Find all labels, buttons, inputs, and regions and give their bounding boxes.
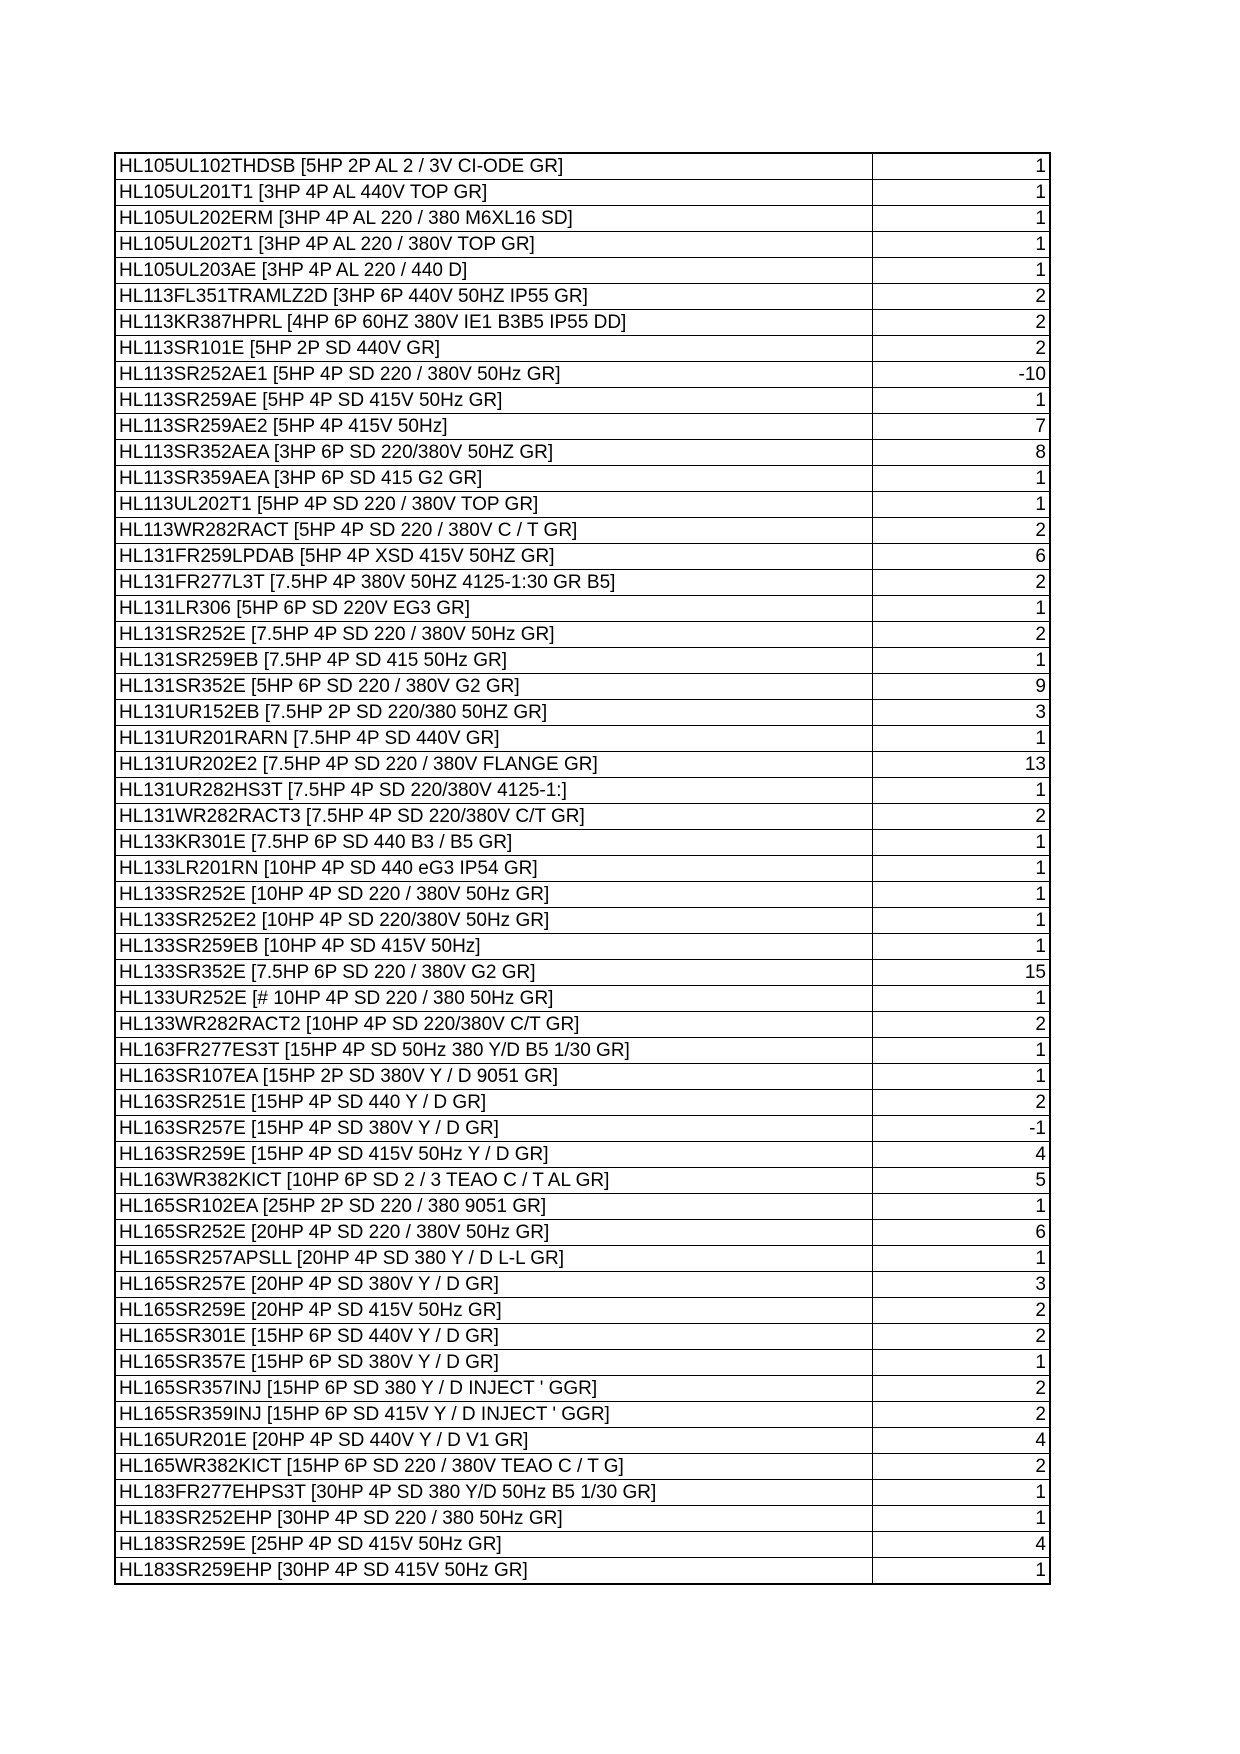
item-name-cell: HL133SR352E [7.5HP 6P SD 220 / 380V G2 GR] <box>115 960 873 986</box>
table-row <box>115 310 1050 336</box>
table-row <box>115 908 1050 934</box>
item-name-cell: HL163SR251E [15HP 4P SD 440 Y / D GR] <box>115 1090 873 1116</box>
item-quantity-cell: 2 <box>873 1090 1051 1116</box>
table-row <box>115 1090 1050 1116</box>
item-name-cell: HL105UL203AE [3HP 4P AL 220 / 440 D] <box>115 258 873 284</box>
table-row <box>115 596 1050 622</box>
table-row <box>115 1350 1050 1376</box>
table-row <box>115 1558 1050 1585</box>
item-name-cell: HL165SR257E [20HP 4P SD 380V Y / D GR] <box>115 1272 873 1298</box>
item-quantity-cell: 4 <box>873 1142 1051 1168</box>
table-row <box>115 1480 1050 1506</box>
table-row <box>115 1506 1050 1532</box>
item-quantity-cell: 1 <box>873 830 1051 856</box>
table-row <box>115 570 1050 596</box>
item-name-cell: HL183SR252EHP [30HP 4P SD 220 / 380 50Hz GR] <box>115 1506 873 1532</box>
item-quantity-cell: 9 <box>873 674 1051 700</box>
item-quantity-cell: 15 <box>873 960 1051 986</box>
item-quantity-cell: 1 <box>873 1038 1051 1064</box>
item-name-cell: HL183FR277EHPS3T [30HP 4P SD 380 Y/D 50Hz B5 1/30 GR] <box>115 1480 873 1506</box>
item-name-cell: HL133UR252E [# 10HP 4P SD 220 / 380 50Hz GR] <box>115 986 873 1012</box>
table-row <box>115 1220 1050 1246</box>
item-name-cell: HL113SR101E [5HP 2P SD 440V GR] <box>115 336 873 362</box>
table-row <box>115 1064 1050 1090</box>
item-name-cell: HL113UL202T1 [5HP 4P SD 220 / 380V TOP GR] <box>115 492 873 518</box>
item-name-cell: HL131SR352E [5HP 6P SD 220 / 380V G2 GR] <box>115 674 873 700</box>
item-name-cell: HL131FR259LPDAB [5HP 4P XSD 415V 50HZ GR] <box>115 544 873 570</box>
table-row <box>115 232 1050 258</box>
table-row <box>115 804 1050 830</box>
table-row <box>115 284 1050 310</box>
item-quantity-cell: -1 <box>873 1116 1051 1142</box>
item-name-cell: HL105UL202ERM [3HP 4P AL 220 / 380 M6XL16 SD] <box>115 206 873 232</box>
table-row <box>115 414 1050 440</box>
table-row <box>115 700 1050 726</box>
item-name-cell: HL165SR357INJ [15HP 6P SD 380 Y / D INJECT ' GGR] <box>115 1376 873 1402</box>
item-quantity-cell: 1 <box>873 648 1051 674</box>
item-quantity-cell: 8 <box>873 440 1051 466</box>
table-row <box>115 362 1050 388</box>
item-name-cell: HL163FR277ES3T [15HP 4P SD 50Hz 380 Y/D B5 1/30 GR] <box>115 1038 873 1064</box>
item-name-cell: HL131LR306 [5HP 6P SD 220V EG3 GR] <box>115 596 873 622</box>
item-quantity-cell: 1 <box>873 1350 1051 1376</box>
table-row <box>115 1532 1050 1558</box>
table-row <box>115 1454 1050 1480</box>
item-name-cell: HL131SR259EB [7.5HP 4P SD 415 50Hz GR] <box>115 648 873 674</box>
table-row <box>115 830 1050 856</box>
table-row <box>115 153 1050 180</box>
item-quantity-cell: 2 <box>873 284 1051 310</box>
table-row <box>115 882 1050 908</box>
item-name-cell: HL163SR259E [15HP 4P SD 415V 50Hz Y / D GR] <box>115 1142 873 1168</box>
table-row <box>115 1324 1050 1350</box>
item-name-cell: HL131FR277L3T [7.5HP 4P 380V 50HZ 4125-1:30 GR B5] <box>115 570 873 596</box>
table-row <box>115 1116 1050 1142</box>
table-row <box>115 648 1050 674</box>
table-row <box>115 336 1050 362</box>
item-name-cell: HL133SR259EB [10HP 4P SD 415V 50Hz] <box>115 934 873 960</box>
item-quantity-cell: 13 <box>873 752 1051 778</box>
table-row <box>115 1168 1050 1194</box>
table-row <box>115 674 1050 700</box>
item-quantity-cell: 6 <box>873 544 1051 570</box>
item-quantity-cell: 1 <box>873 726 1051 752</box>
table-row <box>115 960 1050 986</box>
item-quantity-cell: 1 <box>873 882 1051 908</box>
table-row <box>115 440 1050 466</box>
item-name-cell: HL113SR259AE [5HP 4P SD 415V 50Hz GR] <box>115 388 873 414</box>
item-name-cell: HL131UR282HS3T [7.5HP 4P SD 220/380V 4125-1:] <box>115 778 873 804</box>
item-quantity-cell: 1 <box>873 232 1051 258</box>
item-quantity-cell: 1 <box>873 1558 1051 1585</box>
item-name-cell: HL165SR357E [15HP 6P SD 380V Y / D GR] <box>115 1350 873 1376</box>
item-quantity-cell: 1 <box>873 206 1051 232</box>
item-quantity-cell: 2 <box>873 804 1051 830</box>
item-quantity-cell: 2 <box>873 1298 1051 1324</box>
item-name-cell: HL105UL201T1 [3HP 4P AL 440V TOP GR] <box>115 180 873 206</box>
item-quantity-cell: 4 <box>873 1428 1051 1454</box>
item-name-cell: HL113KR387HPRL [4HP 6P 60HZ 380V IE1 B3B5 IP55 DD] <box>115 310 873 336</box>
inventory-table <box>114 152 1051 1585</box>
item-quantity-cell: 1 <box>873 466 1051 492</box>
item-name-cell: HL131SR252E [7.5HP 4P SD 220 / 380V 50Hz GR] <box>115 622 873 648</box>
item-quantity-cell: -10 <box>873 362 1051 388</box>
table-row <box>115 388 1050 414</box>
table-row <box>115 1142 1050 1168</box>
item-name-cell: HL165SR259E [20HP 4P SD 415V 50Hz GR] <box>115 1298 873 1324</box>
item-quantity-cell: 2 <box>873 1402 1051 1428</box>
item-quantity-cell: 1 <box>873 258 1051 284</box>
table-row <box>115 1402 1050 1428</box>
table-row <box>115 1012 1050 1038</box>
item-quantity-cell: 2 <box>873 1454 1051 1480</box>
table-row <box>115 778 1050 804</box>
item-quantity-cell: 1 <box>873 856 1051 882</box>
item-quantity-cell: 1 <box>873 778 1051 804</box>
item-quantity-cell: 1 <box>873 986 1051 1012</box>
table-row <box>115 726 1050 752</box>
item-name-cell: HL113SR259AE2 [5HP 4P 415V 50Hz] <box>115 414 873 440</box>
item-quantity-cell: 1 <box>873 388 1051 414</box>
item-quantity-cell: 1 <box>873 1246 1051 1272</box>
table-row <box>115 856 1050 882</box>
item-name-cell: HL165SR102EA [25HP 2P SD 220 / 380 9051 GR] <box>115 1194 873 1220</box>
table-row <box>115 258 1050 284</box>
item-name-cell: HL131WR282RACT3 [7.5HP 4P SD 220/380V C/T GR] <box>115 804 873 830</box>
table-row <box>115 544 1050 570</box>
item-quantity-cell: 1 <box>873 153 1051 180</box>
table-row <box>115 518 1050 544</box>
item-name-cell: HL165SR359INJ [15HP 6P SD 415V Y / D INJECT ' GGR] <box>115 1402 873 1428</box>
item-quantity-cell: 3 <box>873 700 1051 726</box>
item-quantity-cell: 5 <box>873 1168 1051 1194</box>
table-row <box>115 1246 1050 1272</box>
item-quantity-cell: 4 <box>873 1532 1051 1558</box>
item-quantity-cell: 1 <box>873 1194 1051 1220</box>
item-quantity-cell: 1 <box>873 492 1051 518</box>
item-quantity-cell: 1 <box>873 1480 1051 1506</box>
item-name-cell: HL133SR252E [10HP 4P SD 220 / 380V 50Hz GR] <box>115 882 873 908</box>
table-row <box>115 1298 1050 1324</box>
item-name-cell: HL165SR301E [15HP 6P SD 440V Y / D GR] <box>115 1324 873 1350</box>
item-quantity-cell: 1 <box>873 1064 1051 1090</box>
item-name-cell: HL163SR257E [15HP 4P SD 380V Y / D GR] <box>115 1116 873 1142</box>
table-row <box>115 934 1050 960</box>
table-row <box>115 622 1050 648</box>
item-name-cell: HL113SR359AEA [3HP 6P SD 415 G2 GR] <box>115 466 873 492</box>
item-name-cell: HL133LR201RN [10HP 4P SD 440 eG3 IP54 GR] <box>115 856 873 882</box>
item-quantity-cell: 2 <box>873 1324 1051 1350</box>
item-name-cell: HL163SR107EA [15HP 2P SD 380V Y / D 9051 GR] <box>115 1064 873 1090</box>
table-row <box>115 492 1050 518</box>
item-quantity-cell: 2 <box>873 336 1051 362</box>
item-quantity-cell: 1 <box>873 596 1051 622</box>
item-quantity-cell: 2 <box>873 518 1051 544</box>
inventory-table-body <box>115 153 1050 1584</box>
item-name-cell: HL165SR252E [20HP 4P SD 220 / 380V 50Hz GR] <box>115 1220 873 1246</box>
item-name-cell: HL131UR152EB [7.5HP 2P SD 220/380 50HZ GR] <box>115 700 873 726</box>
item-quantity-cell: 1 <box>873 1506 1051 1532</box>
item-name-cell: HL133KR301E [7.5HP 6P SD 440 B3 / B5 GR] <box>115 830 873 856</box>
item-quantity-cell: 2 <box>873 310 1051 336</box>
item-quantity-cell: 1 <box>873 908 1051 934</box>
item-quantity-cell: 2 <box>873 1376 1051 1402</box>
item-quantity-cell: 2 <box>873 570 1051 596</box>
item-name-cell: HL183SR259E [25HP 4P SD 415V 50Hz GR] <box>115 1532 873 1558</box>
item-quantity-cell: 2 <box>873 1012 1051 1038</box>
item-name-cell: HL113FL351TRAMLZ2D [3HP 6P 440V 50HZ IP55 GR] <box>115 284 873 310</box>
table-row <box>115 986 1050 1012</box>
table-row <box>115 1272 1050 1298</box>
item-name-cell: HL133WR282RACT2 [10HP 4P SD 220/380V C/T GR] <box>115 1012 873 1038</box>
item-quantity-cell: 3 <box>873 1272 1051 1298</box>
table-row <box>115 1038 1050 1064</box>
item-name-cell: HL163WR382KICT [10HP 6P SD 2 / 3 TEAO C / T AL GR] <box>115 1168 873 1194</box>
table-row <box>115 466 1050 492</box>
item-name-cell: HL113WR282RACT [5HP 4P SD 220 / 380V C / T GR] <box>115 518 873 544</box>
item-name-cell: HL165UR201E [20HP 4P SD 440V Y / D V1 GR] <box>115 1428 873 1454</box>
item-name-cell: HL183SR259EHP [30HP 4P SD 415V 50Hz GR] <box>115 1558 873 1585</box>
table-row <box>115 1428 1050 1454</box>
item-name-cell: HL113SR252AE1 [5HP 4P SD 220 / 380V 50Hz GR] <box>115 362 873 388</box>
item-name-cell: HL133SR252E2 [10HP 4P SD 220/380V 50Hz GR] <box>115 908 873 934</box>
item-name-cell: HL131UR202E2 [7.5HP 4P SD 220 / 380V FLANGE GR] <box>115 752 873 778</box>
item-quantity-cell: 1 <box>873 934 1051 960</box>
table-row <box>115 206 1050 232</box>
item-quantity-cell: 1 <box>873 180 1051 206</box>
item-name-cell: HL165SR257APSLL [20HP 4P SD 380 Y / D L-L GR] <box>115 1246 873 1272</box>
table-row <box>115 752 1050 778</box>
table-row <box>115 1194 1050 1220</box>
item-quantity-cell: 6 <box>873 1220 1051 1246</box>
table-row <box>115 1376 1050 1402</box>
item-name-cell: HL105UL202T1 [3HP 4P AL 220 / 380V TOP GR] <box>115 232 873 258</box>
item-name-cell: HL105UL102THDSB [5HP 2P AL 2 / 3V CI-ODE GR] <box>115 153 873 180</box>
item-name-cell: HL165WR382KICT [15HP 6P SD 220 / 380V TEAO C / T G] <box>115 1454 873 1480</box>
item-quantity-cell: 7 <box>873 414 1051 440</box>
item-name-cell: HL131UR201RARN [7.5HP 4P SD 440V GR] <box>115 726 873 752</box>
table-row <box>115 180 1050 206</box>
item-quantity-cell: 2 <box>873 622 1051 648</box>
item-name-cell: HL113SR352AEA [3HP 6P SD 220/380V 50HZ GR] <box>115 440 873 466</box>
